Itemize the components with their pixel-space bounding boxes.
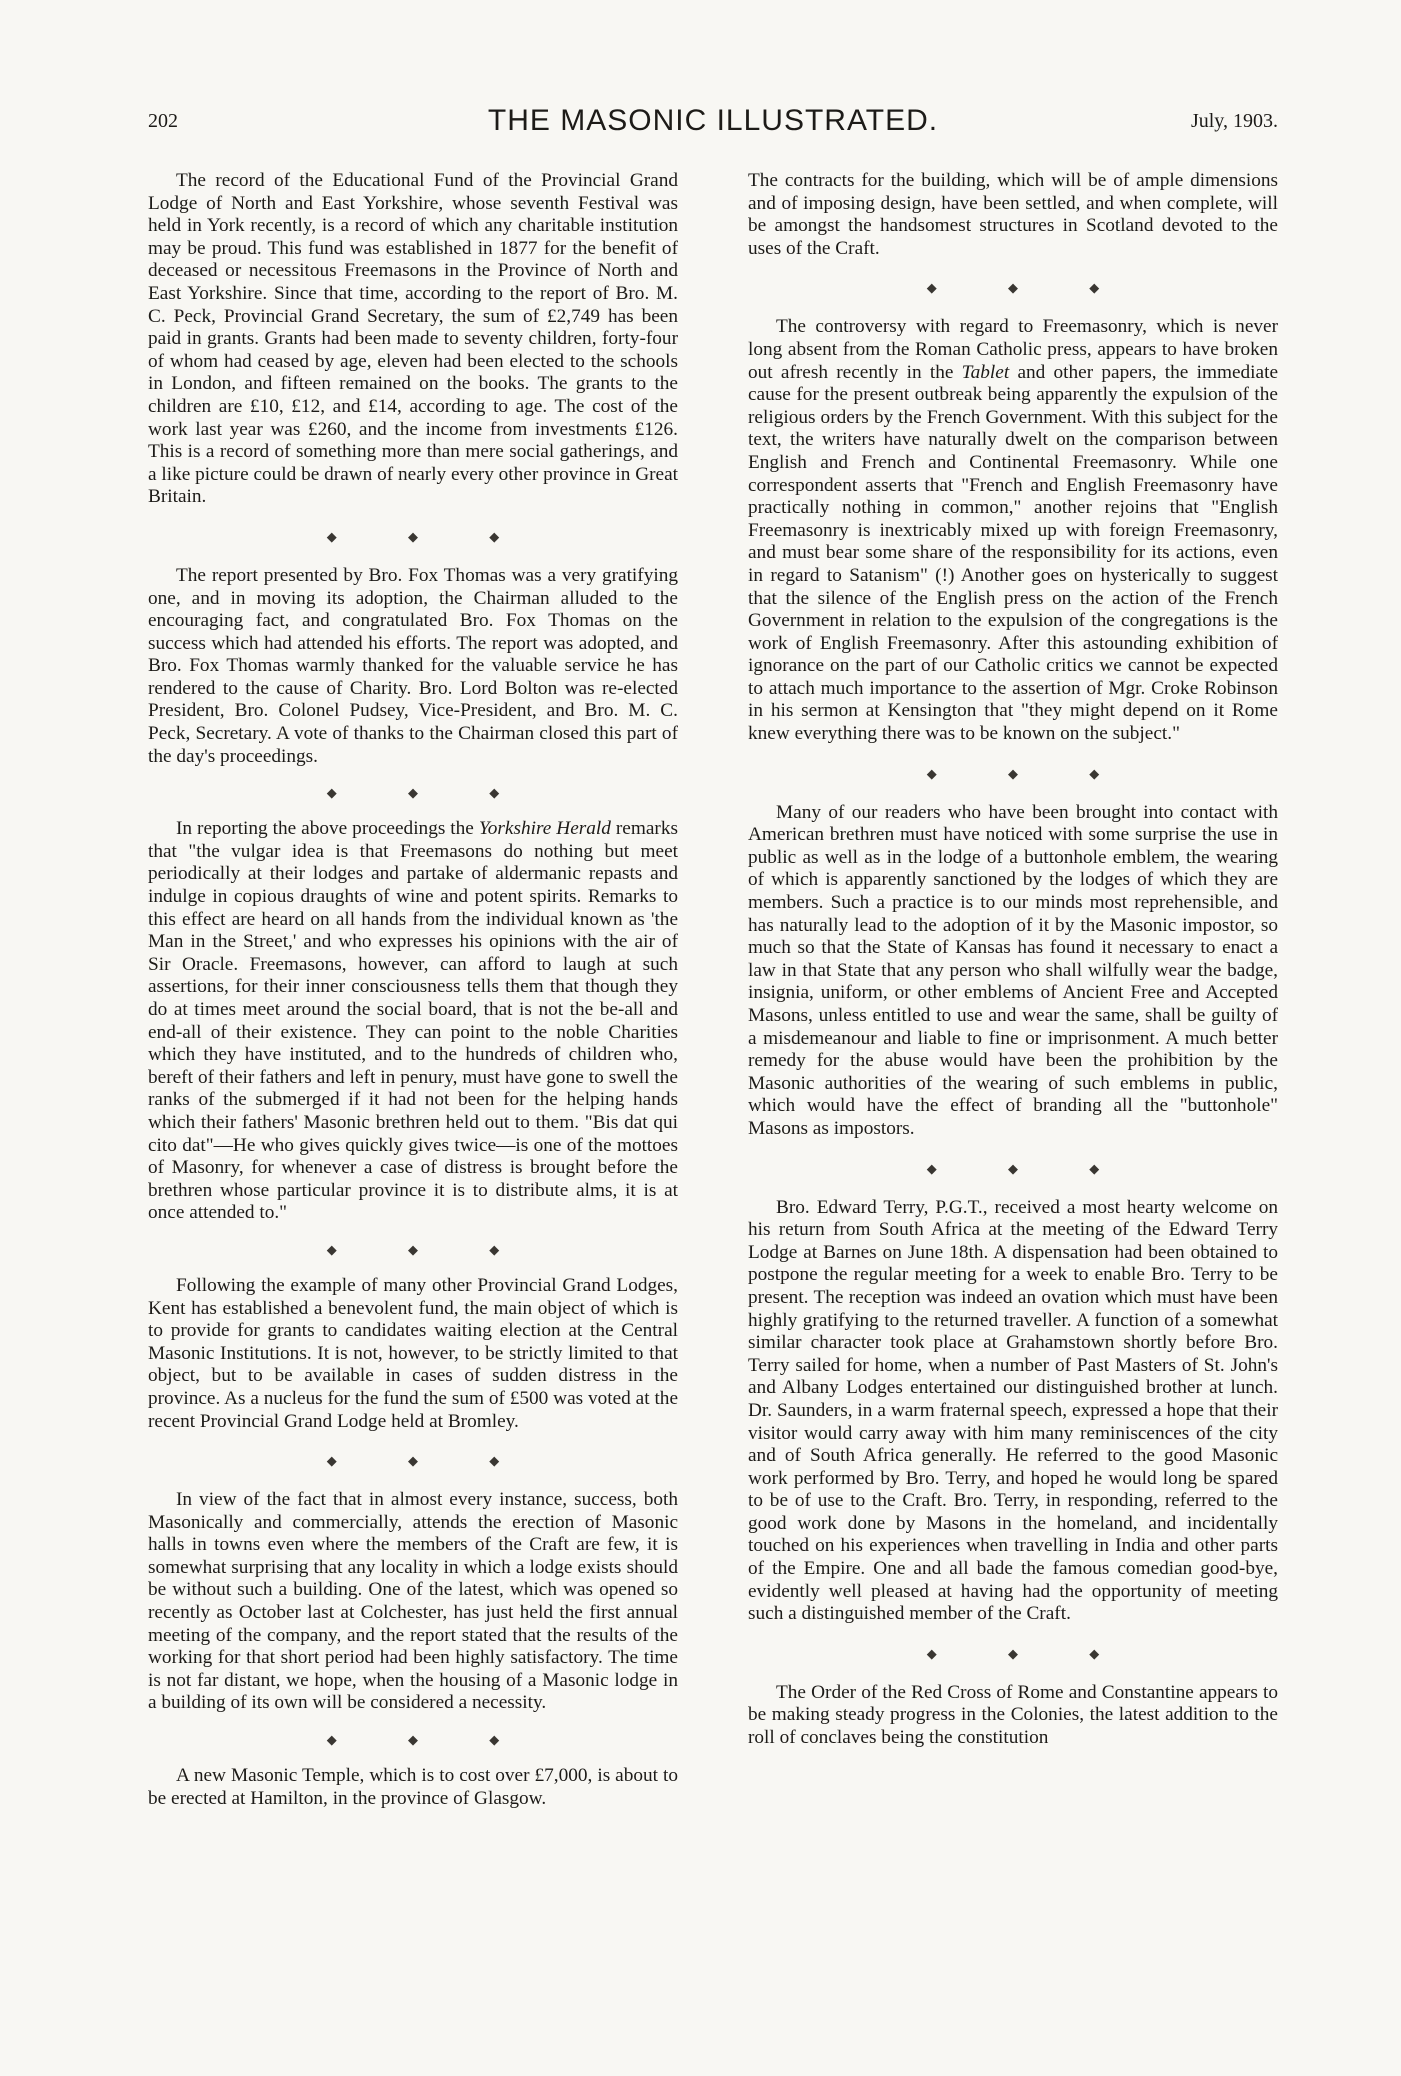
paragraph-masonic-halls: In view of the fact that in almost every instance, success, both Masonically and commercially, attends the erection of Masonic halls in towns even where the members of the Craft are few, it is somewhat surprising that any locality in which a lodge exists should be without such a building. One of the latest, which was opened so recently as October last at Colchester, has just held the first annual meeting of the company, and the report stated that the results of the working for that short period had been highly satisfactory. The time is not far distant, we hope, when the housing of a Masonic lodge in a building of its own will be considered a necessity. [148,1489,678,1714]
left-column [148,170,678,2060]
publication-title: Yorkshire Herald [478,818,611,840]
paragraph-kent-benevolent-fund: Following the example of many other Provincial Grand Lodges, Kent has established a benevolent fund, the main object of which is to provide for grants to candidates waiting election at the Central Masonic Institutions. It is not, however, to be strictly limited to that object, but to be available in cases of sudden distress in the province. As a nucleus for the fund the sum of £500 was voted at the recent Provincial Grand Lodge held at Bromley. [148,1274,678,1432]
text-run: and other papers, the immediate cause for the present outbreak being apparently the expulsion of the religious orders by the French Government. With this subject for the text, the writers have naturally dwelt on the comparison between English and French and Continental Freemasonry. While one correspondent asserts that "French and English Freemasonry have practically nothing in common," another rejoins that "English Freemasonry is inextricably mixed up with foreign Freemasonry, and must bear some share of the responsibility for its actions, even in regard to Satanism" (!) Another goes on hysterically to suggest that the silence of the English press on the action of the French Government in relation to the expulsion of the congregations is the work of English Freemasonry. After this astounding exhibition of ignorance on the part of our Catholic critics we cannot be expected to attach much importance to the assertion of Mgr. Croke Robinson in his sermon at Kensington that "they might depend on it Rome knew everything there was to be known on the subject." [748,361,1278,745]
page-header [148,104,1278,140]
paragraph-catholic-controversy [748,316,1278,745]
page-number: 202 [148,110,178,132]
paragraph-yorkshire-herald [148,818,678,1225]
paragraph-hamilton-temple: A new Masonic Temple, which is to cost over £7,000, is about to be erected at Hamilton, in the province of Glasgow. [148,1765,678,1809]
ornament-divider: ◆ ◆ ◆ [926,280,1134,296]
paragraph-edward-terry: Bro. Edward Terry, P.G.T., received a most hearty welcome on his return from South Africa at the meeting of the Edward Terry Lodge at Barnes on June 18th. A dispensation had been obtained to postpone the regular meeting for a week to enable Bro. Terry to be present. The reception was indeed an ovation which must have been highly gratifying to the returned traveller. A function of a somewhat similar character took place at Grahamstown shortly before Bro. Terry sailed for home, when a number of Past Masters of St. John's and Albany Lodges entertained our distinguished brother at lunch. Dr. Saunders, in a warm fraternal speech, expressed a hope that their visitor would carry away with him many reminiscences of the city and of South Africa generally. He referred to the good Masonic work performed by Bro. Terry, and hoped he would long be spared to be of use to the Craft. Bro. Terry, in responding, referred to the good work done by Masons in the homeland, and incidentally touched on his experiences when travelling in India and other parts of the Empire. One and all bade the famous comedian good-bye, evidently well pleased at having had the opportunity of meeting such a distinguished member of the Craft. [748,1196,1278,1625]
ornament-divider: ◆ ◆ ◆ [926,1645,1134,1661]
paragraph-educational-fund: The record of the Educational Fund of the Provincial Grand Lodge of North and East Yorkshire, whose seventh Festival was held in York recently, is a record of which any charitable institution may be proud. This fund was established in 1877 for the benefit of deceased or necessitous Freemasons in the Province of North and East Yorkshire. Since that time, according to the report of Bro. M. C. Peck, Provincial Grand Secretary, the sum of £2,749 has been paid in grants. Grants had been made to seventy children, forty-four of whom had ceased by age, eleven had been elected to the schools in London, and fifteen remained on the books. The grants to the children are £10, £12, and £14, according to age. The cost of the work last year was £260, and the income from investments £126. This is a record of something more than mere social gatherings, and a like picture could be drawn of nearly every other province in Great Britain. [148,170,678,508]
ornament-divider: ◆ ◆ ◆ [326,1241,534,1257]
ornament-divider: ◆ ◆ ◆ [926,765,1134,781]
text-run: remarks that "the vulgar idea is that Freemasons do nothing but meet periodically at their lodges and partake of aldermanic repasts and indulge in copious draughts of wine and potent spirits. Remarks to this effect are heard on all hands from the individual known as 'the Man in the Street,' and who expresses his opinions with the air of Sir Oracle. Freemasons, however, can afford to laugh at such assertions, for their inner consciousness tells them that though they do at times meet around the social board, that is not the be-all and end-all of their existence. They can point to the noble Charities which they have instituted, and to the hundreds of children who, bereft of their fathers and left in penury, must have gone to swell the ranks of the submerged if it had not been for the helping hands which their fathers' Masonic brethren held out to them. "Bis dat qui cito dat"—He who gives quickly gives twice—is one of the mottoes of Masonry, for whenever a case of distress is brought before the brethren whose particular province it is to distribute alms, it is at once attended to." [148,818,678,1224]
paragraph-buttonhole-emblem: Many of our readers who have been brought into contact with American brethren must have noticed with some surprise the use in public as well as in the lodge of a buttonhole emblem, the wearing of which is apparently sanctioned by the lodges of which they are members. Such a practice is to our minds most reprehensible, and has naturally lead to the adoption of it by the Masonic impostor, so much so that the State of Kansas has found it necessary to enact a law in that State that any person who shall wilfully wear the badge, insignia, uniform, or other emblems of Ancient Free and Accepted Masons, unless entitled to use and wear the same, shall be guilty of a misdemeanour and liable to fine or imprisonment. A much better remedy for the abuse would have been the prohibition by the Masonic authorities of the wearing of such emblems in public, which would have the effect of branding all the "buttonhole" Masons as impostors. [748,801,1278,1139]
paragraph-contracts: The contracts for the building, which will be of ample dimensions and of imposing design, have been settled, and when complete, will be amongst the handsomest structures in Scotland devoted to the uses of the Craft. [748,170,1278,259]
issue-date: July, 1903. [1190,110,1278,132]
ornament-divider: ◆ ◆ ◆ [926,1160,1134,1176]
masthead-title: THE MASONIC ILLUSTRATED. [487,104,939,137]
right-column [748,170,1278,2060]
ornament-divider: ◆ ◆ ◆ [326,785,534,801]
ornament-divider: ◆ ◆ ◆ [326,1453,534,1469]
text-run: The controversy with regard to Freemasonry, which is never long absent from the Roman Catholic press, appears to have broken out afresh recently in the [748,316,1278,383]
text-run: In reporting the above proceedings the [176,818,474,840]
paragraph-fox-thomas-report: The report presented by Bro. Fox Thomas was a very gratifying one, and in moving its adoption, the Chairman alluded to the encouraging fact, and congratulated Bro. Fox Thomas on the success which had attended his efforts. The report was adopted, and Bro. Fox Thomas warmly thanked for the valuable service he has rendered to the cause of Charity. Bro. Lord Bolton was re-elected President, Bro. Colonel Pudsey, Vice-President, and Bro. M. C. Peck, Secretary. A vote of thanks to the Chairman closed this part of the day's proceedings. [148,564,678,767]
ornament-divider: ◆ ◆ ◆ [326,1732,534,1748]
publication-title: Tablet [961,361,1010,383]
ornament-divider: ◆ ◆ ◆ [326,528,534,544]
paragraph-red-cross-order: The Order of the Red Cross of Rome and Constantine appears to be making steady progress in the Colonies, the latest addition to the roll of conclaves being the constitution [748,1681,1278,1749]
